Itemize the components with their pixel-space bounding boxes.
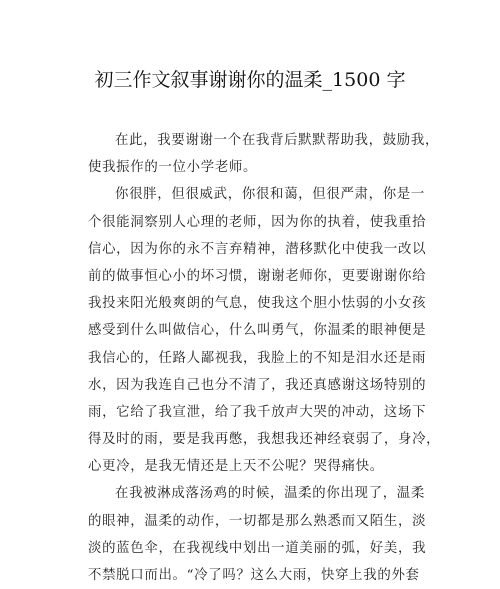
text-line: 水，因为我连自己也分不清了，我还真感谢这场特别的 [88, 377, 427, 393]
text-line: 心更冷，是我无情还是上天不公呢？哭得痛快。 [88, 459, 384, 475]
document-title: 初三作文叙事谢谢你的温柔_1500 字 [94, 69, 406, 91]
text-line: 你很胖，但很威武，你很和蔼，但很严肃，你是一 [115, 187, 425, 203]
text-line: 在此，我要谢谢一个在我背后默默帮助我，鼓励我， [115, 133, 440, 148]
text-line: 淡的蓝色伞，在我视线中划出一道美丽的弧，好美，我 [88, 540, 427, 556]
text-line: 使我振作的一位小学老师。 [88, 160, 258, 176]
text-line: 不禁脱口而出。“冷了吗？这么大雨，快穿上我的外套 [88, 568, 420, 583]
text-line: 的眼神，温柔的动作，一切都是那么熟悉而又陌生，淡 [88, 513, 427, 529]
text-line: 个很能洞察别人心理的老师，因为你的执着，使我重拾 [88, 214, 427, 230]
text-line: 雨，它给了我宣泄，给了我千放声大哭的冲动，这场下 [88, 404, 427, 420]
text-line: 我信心的，任路人鄙视我，我脸上的不知是泪水还是雨 [88, 350, 427, 366]
text-line: 前的做事恒心小的坏习惯，谢谢老师你，更要谢谢你给 [88, 268, 427, 284]
text-line: 我投来阳光般爽朗的气息，使我这个胆小怯弱的小女孩 [88, 296, 427, 312]
text-line: 得及时的雨，要是我再憋，我想我还神经衰弱了，身冷， [88, 432, 441, 448]
text-line: 信心，因为你的永不言弃精神，潜移默化中使我一改以 [88, 241, 427, 257]
document-body [88, 127, 441, 589]
text-line: 感受到什么叫做信心，什么叫勇气，你温柔的眼神便是 [88, 323, 427, 339]
text-line: 在我被淋成落汤鸡的时候，温柔的你出现了，温柔 [115, 486, 425, 502]
